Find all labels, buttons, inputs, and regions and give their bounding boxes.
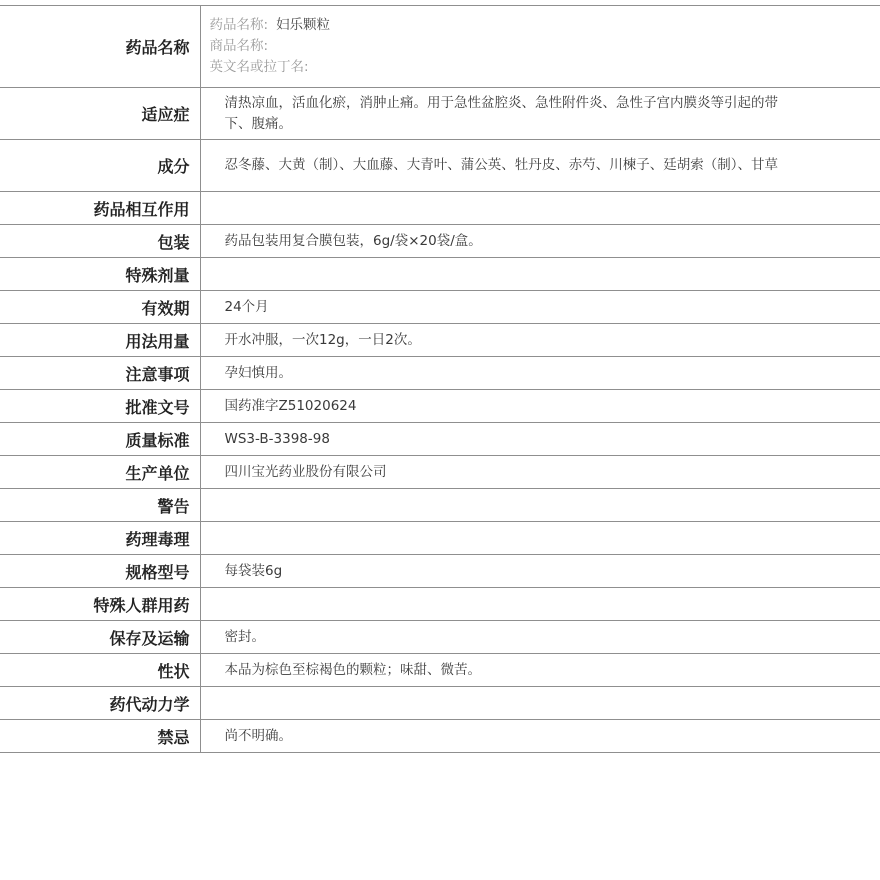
row-value: 忍冬藤、大黄（制）、大血藤、大青叶、蒲公英、牡丹皮、赤芍、川楝子、廷胡索（制）、甘草 <box>200 140 880 192</box>
row-value: 每袋装6g <box>200 555 880 588</box>
row-value: 清热凉血，活血化瘀，消肿止痛。用于急性盆腔炎、急性附件炎、急性子宫内膜炎等引起的带下、腹痛。 <box>200 88 880 140</box>
table-row-usage <box>0 324 880 357</box>
english-name-label: 英文名或拉丁名: <box>209 59 309 75</box>
table-row-manufacturer <box>0 456 880 489</box>
table-row-indications <box>0 88 880 140</box>
trade-name-line <box>210 36 791 57</box>
table-row-approval-number <box>0 390 880 423</box>
row-value: 尚不明确。 <box>200 720 880 753</box>
row-label: 性状 <box>0 654 200 687</box>
row-label: 规格型号 <box>0 555 200 588</box>
table-row-shelf-life <box>0 291 880 324</box>
row-label: 药品名称 <box>0 6 200 88</box>
english-name-line <box>210 57 791 78</box>
row-value: 密封。 <box>200 621 880 654</box>
row-value: 24个月 <box>200 291 880 324</box>
row-label: 保存及运输 <box>0 621 200 654</box>
row-label: 药品相互作用 <box>0 192 200 225</box>
row-value: 国药准字Z51020624 <box>200 390 880 423</box>
row-label: 药代动力学 <box>0 687 200 720</box>
row-label: 包装 <box>0 225 200 258</box>
row-value <box>200 522 880 555</box>
table-row-specification <box>0 555 880 588</box>
row-value <box>200 489 880 522</box>
table-row-quality-standard <box>0 423 880 456</box>
row-value <box>200 258 880 291</box>
table-row-drug-name <box>0 6 880 88</box>
table-row-precautions <box>0 357 880 390</box>
table-row-warning <box>0 489 880 522</box>
row-label: 用法用量 <box>0 324 200 357</box>
row-label: 批准文号 <box>0 390 200 423</box>
row-label: 有效期 <box>0 291 200 324</box>
row-label: 生产单位 <box>0 456 200 489</box>
row-value: 孕妇慎用。 <box>200 357 880 390</box>
row-value: 四川宝光药业股份有限公司 <box>200 456 880 489</box>
row-value: WS3-B-3398-98 <box>200 423 880 456</box>
generic-name-label: 药品名称: <box>209 17 269 33</box>
row-label: 警告 <box>0 489 200 522</box>
row-value: 药品包装用复合膜包装，6g/袋×20袋/盒。 <box>200 225 880 258</box>
row-label: 质量标准 <box>0 423 200 456</box>
table-row-description <box>0 654 880 687</box>
table-row-ingredients <box>0 140 880 192</box>
row-label: 适应症 <box>0 88 200 140</box>
row-label: 特殊人群用药 <box>0 588 200 621</box>
row-value: 开水冲服，一次12g，一日2次。 <box>200 324 880 357</box>
generic-name-line <box>210 15 791 36</box>
row-value <box>200 192 880 225</box>
table-row-contraindications <box>0 720 880 753</box>
row-label: 药理毒理 <box>0 522 200 555</box>
table-row-storage <box>0 621 880 654</box>
table-row-interactions <box>0 192 880 225</box>
row-value: 本品为棕色至棕褐色的颗粒；味甜、微苦。 <box>200 654 880 687</box>
row-value <box>200 687 880 720</box>
generic-name-value: 妇乐颗粒 <box>276 17 331 33</box>
row-label: 禁忌 <box>0 720 200 753</box>
row-value <box>200 588 880 621</box>
table-row-special-populations <box>0 588 880 621</box>
table-row-pharmacology <box>0 522 880 555</box>
row-label: 特殊剂量 <box>0 258 200 291</box>
table-row-packaging <box>0 225 880 258</box>
table-row-pharmacokinetics <box>0 687 880 720</box>
drug-info-table <box>0 5 880 753</box>
row-label: 成分 <box>0 140 200 192</box>
row-label: 注意事项 <box>0 357 200 390</box>
trade-name-label: 商品名称: <box>209 38 269 54</box>
table-row-special-dosage <box>0 258 880 291</box>
drug-name-cell <box>200 6 880 88</box>
